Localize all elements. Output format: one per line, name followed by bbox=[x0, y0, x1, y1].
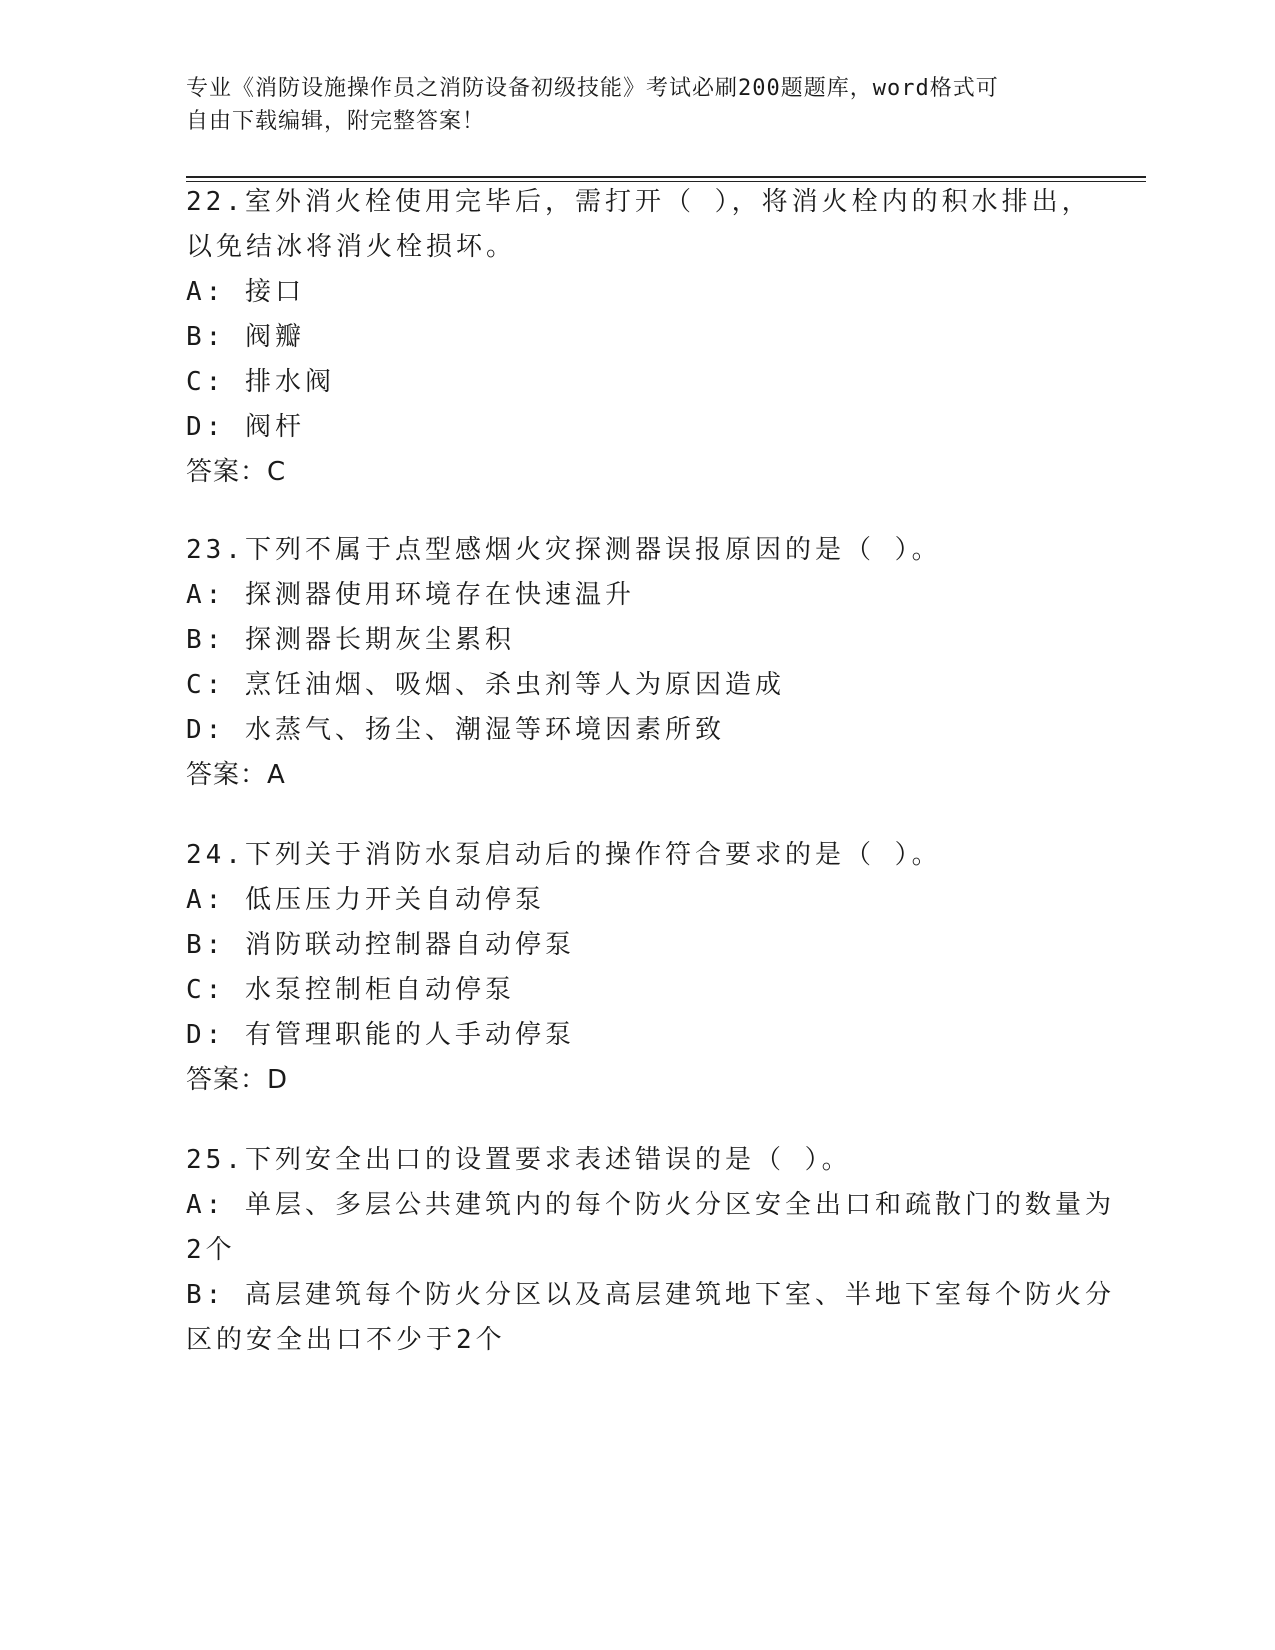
header-divider-thick bbox=[186, 176, 1146, 178]
option-d: D: 有管理职能的人手动停泵 bbox=[186, 1020, 575, 1050]
question-stem-line: 25.下列安全出口的设置要求表述错误的是（ ）。 bbox=[186, 1145, 852, 1175]
option-b: B: 阀瓣 bbox=[186, 322, 305, 352]
option-c: C: 烹饪油烟、吸烟、杀虫剂等人为原因造成 bbox=[186, 670, 785, 700]
option-a: A: 低压压力开关自动停泵 bbox=[186, 885, 545, 915]
option-c: C: 水泵控制柜自动停泵 bbox=[186, 975, 515, 1005]
question-24 bbox=[186, 833, 1076, 1103]
option-b: B: 探测器长期灰尘累积 bbox=[186, 625, 515, 655]
header-line-1: 专业《消防设施操作员之消防设备初级技能》考试必刷200题题库，word格式可 bbox=[186, 76, 999, 101]
answer-label: 答案：C bbox=[186, 457, 287, 487]
option-a-continued: 2个 bbox=[186, 1235, 236, 1265]
option-d: D: 水蒸气、扬尘、潮湿等环境因素所致 bbox=[186, 715, 725, 745]
answer-label: 答案：D bbox=[186, 1065, 289, 1095]
option-c: C: 排水阀 bbox=[186, 367, 335, 397]
option-b-continued: 区的安全出口不少于2个 bbox=[186, 1325, 506, 1355]
document-header bbox=[186, 72, 1066, 138]
option-b: B: 高层建筑每个防火分区以及高层建筑地下室、半地下室每个防火分 bbox=[186, 1280, 1115, 1310]
question-22 bbox=[186, 180, 1092, 495]
question-23 bbox=[186, 528, 1076, 798]
option-a: A: 接口 bbox=[186, 277, 305, 307]
option-d: D: 阀杆 bbox=[186, 412, 305, 442]
question-25 bbox=[186, 1138, 1115, 1363]
answer-label: 答案：A bbox=[186, 760, 286, 790]
question-stem-line: 22.室外消火栓使用完毕后，需打开（ ），将消火栓内的积水排出， bbox=[186, 187, 1092, 217]
header-line-2: 自由下载编辑，附完整答案！ bbox=[186, 109, 486, 134]
option-a: A: 探测器使用环境存在快速温升 bbox=[186, 580, 635, 610]
option-b: B: 消防联动控制器自动停泵 bbox=[186, 930, 575, 960]
question-stem-line: 23.下列不属于点型感烟火灾探测器误报原因的是（ ）。 bbox=[186, 535, 942, 565]
question-stem-line: 以免结冰将消火栓损坏。 bbox=[186, 232, 517, 262]
option-a: A: 单层、多层公共建筑内的每个防火分区安全出口和疏散门的数量为 bbox=[186, 1190, 1115, 1220]
question-stem-line: 24.下列关于消防水泵启动后的操作符合要求的是（ ）。 bbox=[186, 840, 942, 870]
